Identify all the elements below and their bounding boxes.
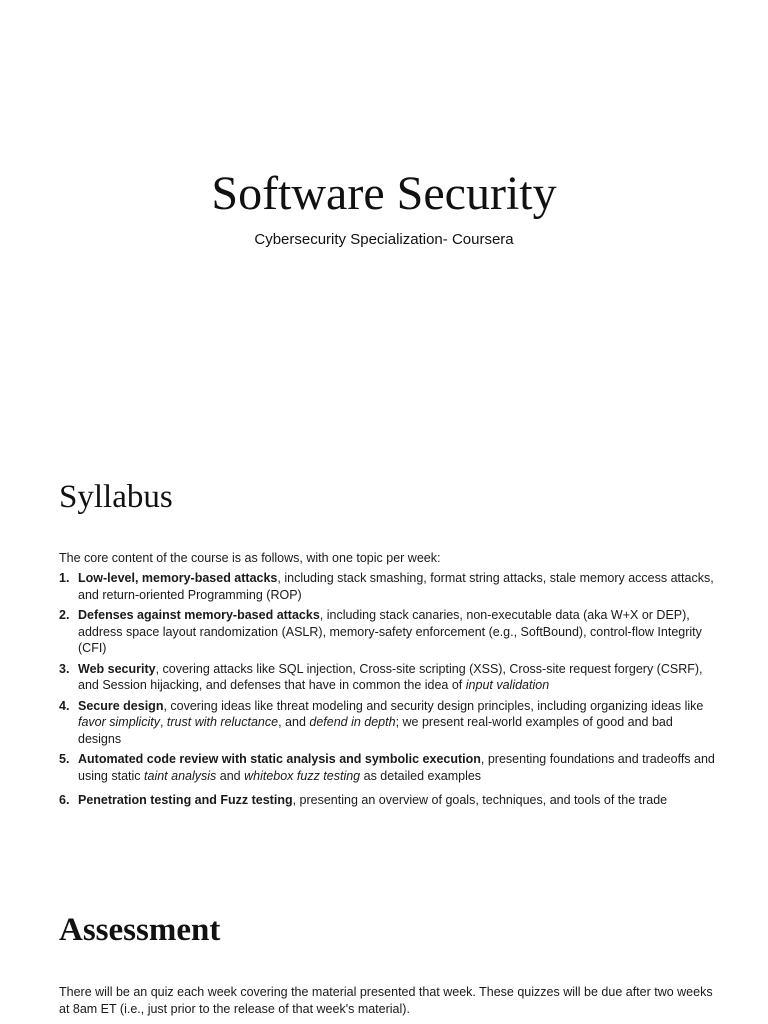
assessment-heading: Assessment — [59, 912, 221, 948]
document-subtitle: Cybersecurity Specialization- Coursera — [254, 231, 514, 248]
topic-text: , — [159, 715, 167, 729]
topic-text: , covering attacks like SQL injection, Cross-site scripting (XSS), Cross-site request forgery (CSRF), and Session hijacking, and defenses that have in common the idea of — [78, 661, 703, 692]
topic-emphasis: whitebox fuzz testing — [244, 768, 361, 783]
syllabus-topic-list — [59, 570, 719, 813]
assessment-text: There will be an quiz each week covering the material presented that week. These quizzes will be due after two weeks at 8am ET (i.e., just prior to the release of that week's material). — [59, 985, 713, 1016]
topic-number: 1. — [59, 571, 70, 585]
topic-text: , including stack canaries, non-executable data (aka W+X or DEP), address space layout randomization (ASLR), memory-safety enforcement (e.g., SoftBound), control-flow Integrity (CFI) — [78, 608, 702, 655]
syllabus-heading: Syllabus — [59, 479, 173, 515]
topic-title: Low-level, memory-based attacks — [78, 571, 278, 585]
topic-title: Defenses against memory-based attacks — [78, 608, 320, 622]
topic-number: 6. — [59, 793, 70, 807]
syllabus-topic — [59, 661, 719, 694]
topic-number: 3. — [59, 661, 70, 676]
syllabus-topic — [59, 751, 719, 784]
syllabus-topic — [59, 698, 719, 748]
topic-text: ; we present real-world examples of good and bad designs — [78, 715, 673, 746]
syllabus-topic — [59, 792, 719, 809]
topic-text: , covering ideas like threat modeling and security design principles, including organizing ideas like — [163, 698, 704, 713]
topic-emphasis: input validation — [465, 678, 550, 692]
topic-text: , and — [278, 715, 310, 729]
topic-emphasis: taint analysis — [144, 768, 217, 783]
topic-text: , including stack smashing, format string attacks, stale memory access attacks, and return-oriented Programming (ROP) — [78, 571, 714, 602]
topic-emphasis: defend in depth — [309, 715, 396, 729]
syllabus-intro: The core content of the course is as follows, with one topic per week: — [59, 551, 441, 565]
document-title: Software Security — [211, 167, 557, 220]
topic-title: Penetration testing and Fuzz testing — [78, 793, 293, 807]
topic-title: Web security — [78, 661, 156, 676]
syllabus-topic — [59, 607, 719, 657]
topic-text: as detailed examples — [360, 768, 482, 783]
topic-text: , presenting foundations and tradeoffs and using static — [78, 752, 715, 783]
topic-emphasis: favor simplicity — [78, 715, 160, 729]
syllabus-topic — [59, 570, 719, 603]
topic-number: 2. — [59, 608, 70, 622]
topic-text: , presenting an overview of goals, techniques, and tools of the trade — [292, 793, 668, 807]
topic-number: 5. — [59, 752, 70, 766]
topic-title: Secure design — [78, 698, 164, 713]
topic-number: 4. — [59, 698, 70, 713]
topic-emphasis: trust with reluctance — [166, 715, 279, 729]
topic-text: and — [216, 768, 245, 783]
topic-title: Automated code review with static analysis and symbolic execution — [78, 752, 481, 766]
